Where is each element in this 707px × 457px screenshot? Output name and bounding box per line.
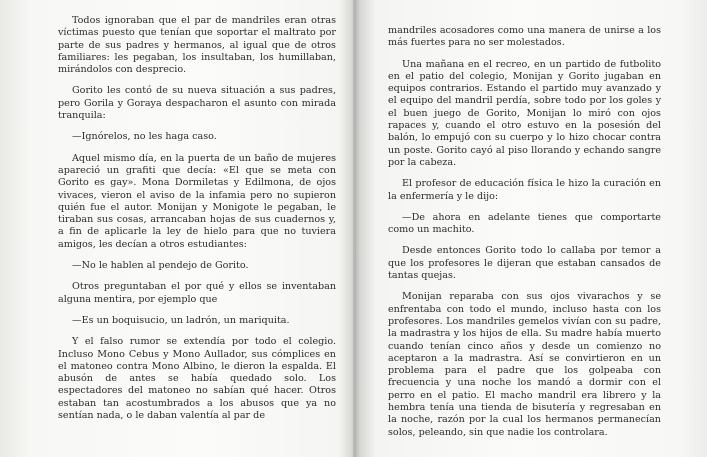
right-page (388, 0, 661, 457)
book-gutter (353, 0, 356, 457)
paragraph: Todos ignoraban que el par de mandriles eran otras víctimas puesto que tenían que soportar el maltrato por parte de sus padres y hermanos, al igual que de otros familiares: les pegaban, los insultaban, los humillaban, mirándolos con desprecio. (58, 15, 336, 76)
paragraph: Desde entonces Gorito todo lo callaba por temor a que los profesores le dijeran que estaban cansados de tantas quejas. (388, 245, 661, 282)
dialogue-line: —Ignórelos, no les haga caso. (72, 131, 217, 143)
paragraph: Una mañana en el recreo, en un partido de futbolito en el patio del colegio, Monijan y Gorito jugaban en equipos contrarios. Estando el partido muy avanzado y el equipo del mandril perdía, sobre todo por los goles y el buen juego de Gorito, Monijan lo miró con ojos rapaces y, cuando el otro estuvo en la posesión del balón, lo empujó con su cuerpo y lo hizo chocar contra un poste. Gorito cayó al piso llorando y echando sangre por la cabeza. (388, 58, 661, 168)
paragraph: El profesor de educación física le hizo la curación en la enfermería y le dijo: (388, 178, 661, 202)
paragraph: Gorito les contó de su nueva situación a sus padres, pero Gorila y Goraya despacharon el asunto con mirada tranquila: (58, 85, 336, 122)
paragraph: Otros preguntaban el por qué y ellos se inventaban alguna mentira, por ejemplo que (58, 281, 336, 305)
dialogue-line: —Es un boquisucio, un ladrón, un mariquita. (72, 314, 290, 326)
paragraph: Y el falso rumor se extendía por todo el colegio. Incluso Mono Cebus y Mono Aullador, sus cómplices en el matoneo contra Mono Albino, le dieron la espalda. El abusón de antes se había quedado solo. Los espectadores del matoneo no sabían qué hacer. Otros estaban tan acostumbrados a los abusos que ya no sentían nada, o le daban valentía al par de (58, 336, 336, 422)
paragraph: mandriles acosadores como una manera de unirse a los más fuertes para no ser molestados. (388, 25, 661, 49)
left-page (58, 0, 336, 457)
paragraph: Aquel mismo día, en la puerta de un baño de mujeres apareció un grafiti que decía: «El que se meta con Gorito es gay». Mona Dormiletas y Edilmona, de ojos vivaces, vieron el aviso de la infamia pero no supieron quién fue el autor. Monijan y Monigote le pegaban, le tiraban sus cosas, arrancaban hojas de sus cuadernos y, a fin de aplicarle la ley de hielo para que no tuviera amigos, les decían a otros estudiantes: (58, 152, 336, 250)
dialogue-line: —De ahora en adelante tienes que comportarte como un machito. (388, 211, 661, 236)
dialogue-line: —No le hablen al pendejo de Gorito. (72, 260, 249, 272)
paragraph: Monijan reparaba con sus ojos vivarachos y se enfrentaba con todo el mundo, incluso hasta con los profesores. Los mandriles gemelos vivían con su padre, la madrastra y los hijos de ella. Su madre había muerto cuando tenían cinco años y desde un comienzo no aceptaron a la madrastra. Así se convirtieron en un problema para el padre que los golpeaba con frecuencia y una noche los mandó a dormir con el perro en el patio. El macho mandril era librero y la hembra tenía una tienda de bisutería y regresaban en la noche, razón por la cual los hermanos permanecían solos, peleando, sin que nadie los controlara. (388, 291, 661, 438)
